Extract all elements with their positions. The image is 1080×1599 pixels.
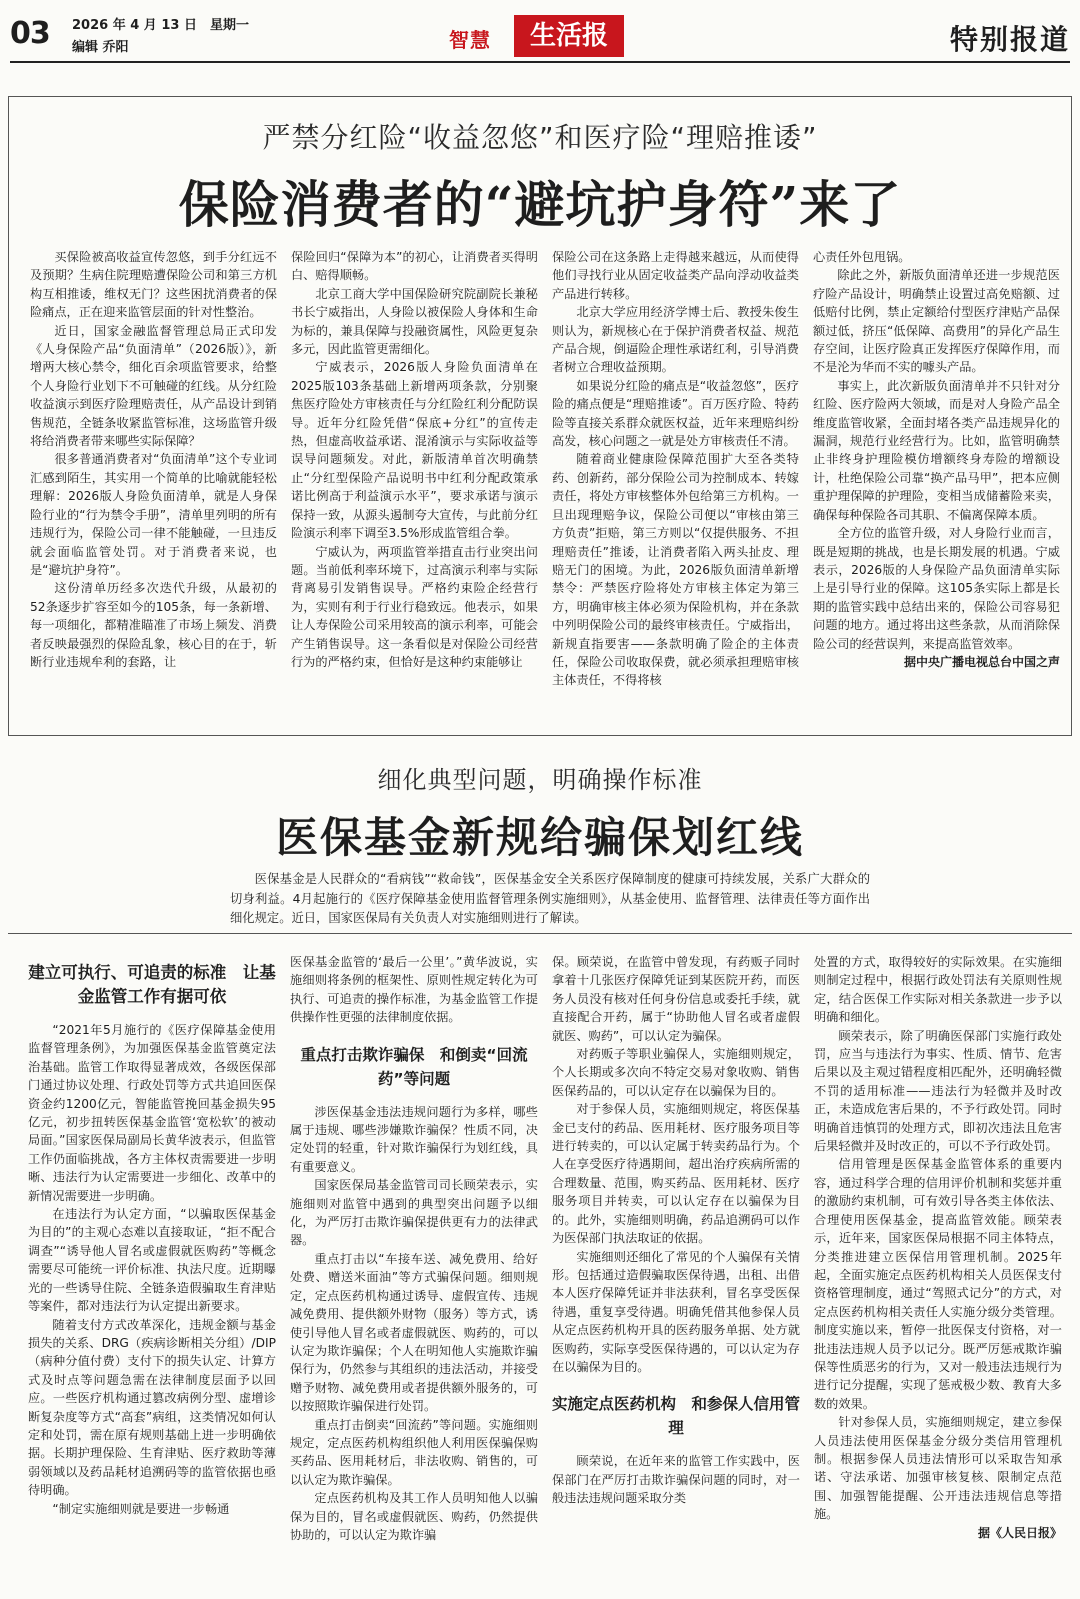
- paragraph: “制定实施细则就是要进一步畅通: [52, 1501, 230, 1516]
- article1-column-2: [291, 248, 538, 733]
- masthead-name: 生活报: [529, 21, 608, 51]
- paragraph: 全方位的监管升级，对人身险行业而言，既是短期的挑战，也是长期发展的机遇。宁威表示，2026版的人身保险产品负面清单实际上是引导行业的保障。这105条实际上都是长期的监管实践中总结出来的，保险公司容易犯问题的地方。通过将出这些条款，从而消除保险公司的经营误判，来提高监管效率。: [813, 526, 1060, 651]
- paragraph: 很多普通消费者对“负面清单”这个专业词汇感到陌生，其实用一个简单的比喻就能轻松理解：2026版人身险负面清单，就是人身保险行业的“行为禁令手册”，清单里列明的所有违规行为，保险公司一律不能触碰，一旦违反就会面临监管处罚。对于消费者来说，也是“避坑护身符”。: [30, 452, 277, 577]
- paragraph: 这份清单历经多次迭代升级，从最初的52条逐步扩容至如今的105条，每一条新增、每一项细化，都精准瞄准了市场上频发、消费者反映最强烈的保险乱象，核心目的在于，斩断行业违规牟利的套路，让: [30, 581, 277, 669]
- editor-credit: 编辑 乔阳: [72, 40, 129, 55]
- paragraph: 顾荣说，在近年来的监管工作实践中，医保部门在严厉打击欺诈骗保问题的同时，对一般违法违规问题采取分类: [552, 1454, 800, 1506]
- paragraph: 定点医药机构及其工作人员明知他人以骗保为目的，冒名或虚假就医、购药，仍然提供协助的，可以认定为欺诈骗: [290, 1491, 538, 1542]
- paragraph: 重点打击倒卖“回流药”等问题。实施细则规定，定点医药机构组织他人利用医保骗保购买药品、医用耗材后，非法收购、销售的，可以认定为欺诈骗保。: [290, 1417, 538, 1487]
- article1-column-1: [30, 248, 277, 733]
- paragraph: 顾荣表示，除了明确医保部门实施行政处罚，应当与违法行为事实、性质、情节、危害后果以及主观过错程度相匹配外，还明确轻微不罚的适用标准——违法行为轻微并及时改正，未造成危害后果的，不予行政处罚。同时明确首违慎罚的处理方式，即初次违法且危害后果轻微并及时改正的，可以不予行政处罚。: [814, 1028, 1062, 1154]
- article2-headline: 医保基金新规给骗保划红线: [275, 813, 804, 862]
- paragraph: 国家医保局基金监管司司长顾荣表示，实施细则对监管中遇到的典型突出问题予以细化，为严厉打击欺诈骗保提供更有力的法律武器。: [290, 1178, 538, 1248]
- paragraph: 保险回归“保障为本”的初心，让消费者买得明白、赔得顺畅。: [291, 250, 538, 283]
- issue-date: 2026 年 4 月 13 日 星期一: [72, 18, 249, 33]
- paragraph: 除此之外，新版负面清单还进一步规范医疗险产品设计，明确禁止设置过高免赔额、过低赔付比例，禁止定额给付型医疗津贴产品保额过低，挤压“低保障、高费用”的异化产品生存空间，让医疗险真正发挥医疗保障作用，而不是沦为华而不实的噱头产品。: [813, 268, 1060, 375]
- paragraph: “2021年5月施行的《医疗保障基金使用监督管理条例》，为加强医保基金监管奠定法治基础。监管工作取得显著成效，各级医保部门通过协议处理、行政处罚等方式共追回医保资金约1200亿元，智能监管挽回基金损失95亿元，初步扭转医保基金监管‘宽松软’的被动局面。”国家医保局副局长黄华波表示，但监管工作仍面临挑战，各方主体权责需要进一步明晰、违法行为认定需要进一步细化、改革中的新情况需要进一步明确。: [28, 1023, 276, 1203]
- paragraph: 心责任外包甩锅。: [813, 250, 911, 264]
- article2-subhead-1: 建立可执行、可追责的标准 让基金监管工作有据可依: [28, 963, 276, 1006]
- paragraph: 如果说分红险的痛点是“收益忽悠”，医疗险的痛点便是“理赔推诿”。百万医疗险、特药险等直接关系群众就医权益，近年来理赔纠纷高发，核心问题之一就是处方审核责任不清。: [552, 378, 799, 449]
- article2-subhead-3: 实施定点医药机构 和参保人信用管理: [552, 1395, 800, 1438]
- brand-prefix: 智慧: [449, 28, 491, 52]
- paragraph: 实施细则还细化了常见的个人骗保有关情形。包括通过造假骗取医保待遇，出租、出借本人医疗保障凭证并非法获利，冒名享受医保待遇，重复享受待遇。明确凭借其他参保人员从定点医药机构开具的医药服务单据、处方就医购药，实际享受医保待遇的，可以认定为存在以骗保为目的。: [552, 1249, 800, 1374]
- article1-source: 据中央广播电视总台中国之声: [903, 654, 1060, 669]
- paragraph: 对于参保人员，实施细则规定，将医保基金已支付的药品、医用耗材、医疗服务项目等进行转卖的，可以认定属于转卖药品行为。个人在享受医疗待遇期间，超出治疗疾病所需的合理数量、范围，购买药品、医用耗材、医疗服务项目并转卖，可以认定存在以骗保为目的。此外，实施细则明确，药品追溯码可以作为医保部门执法取证的依据。: [552, 1102, 800, 1246]
- article2-column-4: [814, 953, 1062, 1589]
- paragraph: 涉医保基金违法违规问题行为多样，哪些属于违规、哪些涉嫌欺诈骗保？性质不同，决定处罚的轻重，针对欺诈骗保行为划红线，具有重要意义。: [290, 1104, 538, 1174]
- paragraph: 买保险被高收益宣传忽悠，到手分红远不及预期？生病住院理赔遭保险公司和第三方机构互相推诿，维权无门？这些困扰消费者的保险痛点，正在迎来监管层面的针对性整治。: [30, 250, 277, 320]
- article1-column-3: [552, 248, 799, 733]
- paragraph: 针对参保人员，实施细则规定，建立参保人员违法使用医保基金分级分类信用管理机制。根据参保人员违法情形可以采取告知承诺、守法承诺、加强审核复核、限制定点范围、加强智能提醒、公开违法违规信息等措施。: [814, 1415, 1062, 1522]
- paragraph: 事实上，此次新版负面清单并不只针对分红险、医疗险两大领域，而是对人身险产品全维度监管收紧，全面封堵各类产品违规异化的漏洞，规范行业经营行为。比如，监管明确禁止非终身护理险模仿增额终身寿险的增额设计，杜绝保险公司靠“换产品马甲”，把本应侧重护理保障的护理险，变相当成储蓄险来卖，确保每种保险各司其职、不偏离保障本质。: [813, 378, 1060, 522]
- paragraph: 信用管理是医保基金监管体系的重要内容，通过科学合理的信用评价机制和奖惩并重的激励约束机制，可有效引导各类主体依法、合理使用医保基金，提高监管效能。顾荣表示，近年来，国家医保局根据不同主体特点，分类推进建立医保信用管理机制。2025年起，全面实施定点医药机构相关人员医保支付资格管理制度，通过“驾照式记分”的方式，对定点医药机构相关责任人实施分级分类管理。制度实施以来，暂停一批医保支付资格，对一批违法违规人员予以记分。既严厉惩戒欺诈骗保等性质恶劣的行为，又对一般违法违规行为进行记分提醒，实现了惩戒极少数、教育大多数的效果。: [814, 1157, 1062, 1411]
- paragraph: 重点打击以“车接车送、减免费用、给好处费、赠送米面油”等方式骗保问题。细则规定，定点医药机构通过诱导、虚假宣传、违规减免费用、提供额外财物（服务）等方式，诱使引导他人冒名或者虚假就医、购药的，可以认定为欺诈骗保；个人在明知他人实施欺诈骗保行为，仍然参与其组织的违法活动，并接受赠予财物、减免费用或者提供额外服务的，可以按照欺诈骗保进行处罚。: [290, 1251, 538, 1414]
- paragraph: 对药贩子等职业骗保人，实施细则规定，个人长期或多次向不特定交易对象收购、销售医保药品的，可以认定存在以骗保为目的。: [552, 1047, 800, 1098]
- article1-column-4: [813, 248, 1060, 733]
- article2-source: 据《人民日报》: [977, 1525, 1062, 1540]
- article2-kicker: 细化典型问题，明确操作标准: [377, 766, 703, 794]
- paragraph: 近日，国家金融监督管理总局正式印发《人身保险产品“负面清单”（2026版）》，新增两大核心禁令，细化百余项监管要求，给整个人身险行业划下不可触碰的红线。从分红险收益演示到医疗险理赔责任，从产品设计到销售规范，全链条收紧监管标准，这场监管升级将给消费者带来哪些实际保障？: [30, 323, 277, 449]
- paragraph: 宁威表示，2026版人身险负面清单在2025版103条基础上新增两项条款，分别聚焦医疗险处方审核责任与分红险红利分配防误导。近年分红险凭借“保底+分红”的宣传走热，但虚高收益承诺、混淆演示与实际收益等误导问题频发。对此，新版清单首次明确禁止“分红型保险产品说明书中红利分配政策承诺比例高于利益演示水平”，要求承诺与演示保持一致，从源头遏制夸大宣传，与此前分红险演示利率下调至3.5%形成监管组合拳。: [291, 360, 538, 541]
- article2-body: [28, 953, 1062, 1589]
- section-title: 特别报道: [949, 23, 1070, 56]
- paragraph: 北京大学应用经济学博士后、教授朱俊生则认为，新规核心在于保护消费者权益、规范产品合规，倒逼险企理性承诺红利，引导消费者树立合理收益预期。: [552, 305, 799, 375]
- article2-column-3: [552, 953, 800, 1589]
- article2-lead: 医保基金是人民群众的“看病钱”“救命钱”，医保基金安全关系医疗保障制度的健康可持续发展，关系广大群众的切身利益。4月起施行的《医疗保障基金使用监督管理条例实施细则》，从基金使用、监督管理、法律责任等方面作出细化规定。近日，国家医保局有关负责人对实施细则进行了解读。: [230, 872, 870, 925]
- paragraph: 保。顾荣说，在监管中曾发现，有药贩子同时拿着十几张医疗保障凭证到某医院开药，而医务人员没有核对任何身份信息或委托手续，就直接配合开药，属于“协助他人冒名或者虚假就医、购药”，可以认定为骗保。: [552, 955, 800, 1043]
- paragraph: 随着商业健康险保障范围扩大至各类特药、创新药，部分保险公司为控制成本、转嫁责任，将处方审核整体外包给第三方机构。一旦出现理赔争议，保险公司便以“审核由第三方负责”拒赔，第三方则以“仅提供服务、不担理赔责任”推诿，让消费者陷入两头扯皮、理赔无门的困境。为此，2026版负面清单新增禁令：严禁医疗险将处方审核主体定为第三方，明确审核主体必须为保险机构，并在条款中列明保险公司的最终审核责任。宁威指出，新规直指要害——条款明确了险企的主体责任，保险公司收取保费，就必须承担理赔审核主体责任，不得将核: [552, 452, 799, 688]
- paragraph: 随着支付方式改革深化，违规金额与基金损失的关系、DRG（疾病诊断相关分组）/DIP（病种分值付费）支付下的损失认定、计算方式及时点等问题急需在法律制度层面予以回应。一些医疗机构通过篡改病例分型、虚增诊断复杂度等方式“高套”病组，这类情况如何认定和处罚，需在原有规则基础上进一步明确依据。长期护理保险、生育津贴、医疗救助等薄弱领域以及药品耗材追溯码等的监管依据也亟待明确。: [28, 1317, 276, 1498]
- article2-subhead-2: 重点打击欺诈骗保 和倒卖“回流药”等问题: [300, 1045, 528, 1088]
- paragraph: 保险公司在这条路上走得越来越远，从而使得他们寻找行业从固定收益类产品向浮动收益类产品进行转移。: [552, 250, 799, 301]
- article1-kicker: 严禁分红险“收益忽悠”和医疗险“理赔推诿”: [262, 121, 818, 154]
- paragraph: 在违法行为认定方面，“以骗取医保基金为目的”的主观心态难以直接取证，“拒不配合调查”“诱导他人冒名或虚假就医购药”等概念需要尽可能统一评价标准、执法尺度。近期曝光的一些诱导住院、全链条造假骗取生育津贴等案件，都对违法行为认定提出新要求。: [28, 1207, 276, 1314]
- article2-divider: [8, 933, 1072, 934]
- page-header: [0, 0, 1080, 62]
- paragraph: 北京工商大学中国保险研究院副院长兼秘书长宁威指出，人身险以被保险人身体和生命为标的，兼具保障与投融资属性，风险更复杂多元，因此监管更需细化。: [291, 286, 538, 357]
- paragraph: 宁威认为，两项监管举措直击行业突出问题。当前低利率环境下，过高演示利率与实际背离易引发销售误导。严格约束险企经营行为，实则有利于行业行稳致远。他表示，如果让人寿保险公司采用较高的演示利率，可能会产生销售误导。这一条看似是对保险公司经营行为的严格约束，但恰好是这种约束能够让: [291, 544, 538, 669]
- masthead-logo: [514, 15, 624, 57]
- page-number: 03: [10, 16, 50, 51]
- article1-headline: 保险消费者的“避坑护身符”来了: [178, 175, 902, 234]
- article1-body: [30, 248, 1060, 733]
- paragraph: 医保基金监管的‘最后一公里’。”黄华波说，实施细则将条例的框架性、原则性规定转化为可执行、可追责的操作标准，为基金监管工作提供操作性更强的法律制度依据。: [290, 955, 538, 1025]
- article2-column-2: [290, 953, 538, 1589]
- paragraph: 处置的方式，取得较好的实际效果。在实施细则制定过程中，根据行政处罚法有关原则性规定，结合医保工作实际对相关条款进一步予以明确和细化。: [814, 955, 1062, 1025]
- header-divider: [10, 61, 1070, 63]
- article2-column-1: [28, 953, 276, 1589]
